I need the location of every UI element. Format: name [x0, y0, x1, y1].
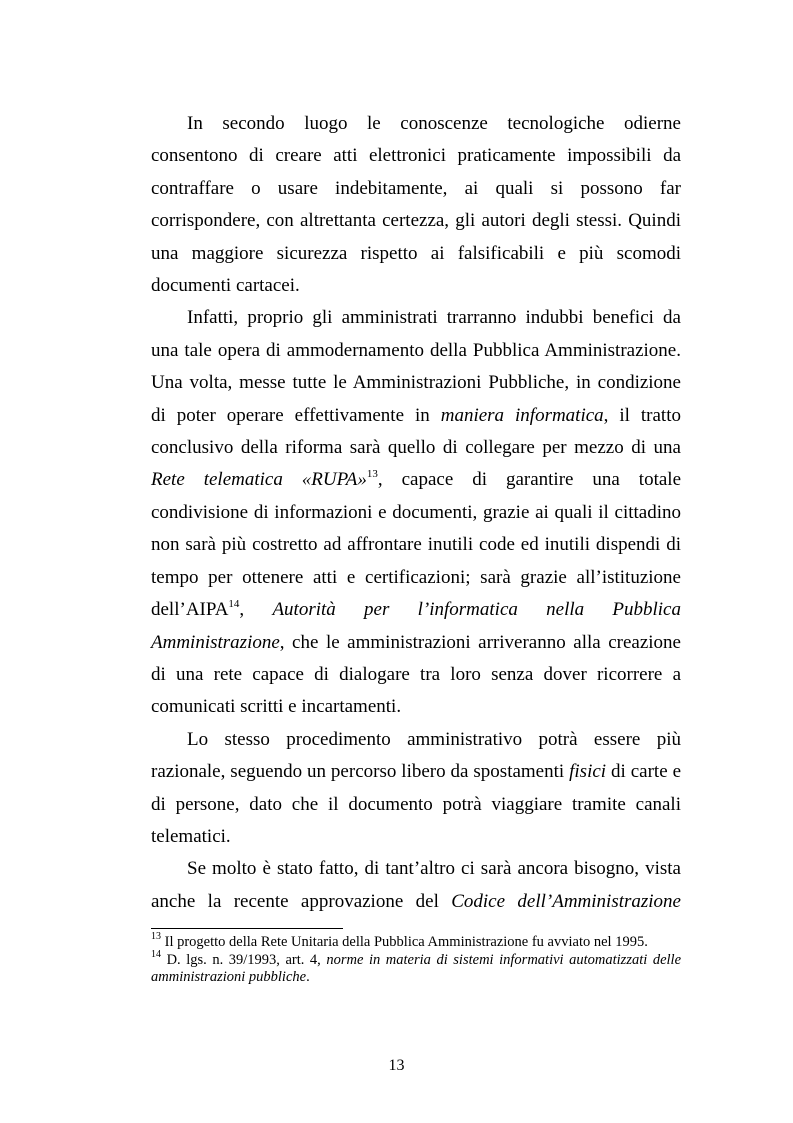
paragraph-4-italic-1: Codice dell’Amministrazione — [451, 890, 681, 912]
paragraph-3 — [151, 724, 681, 854]
footnotes — [151, 931, 682, 987]
paragraph-3-italic-1: fisici — [569, 761, 607, 783]
paragraph-2-text-4: , — [239, 599, 273, 621]
paragraph-2-text-2: , il tratto conclusivo della riforma sarà quello di collegare per mezzo di una — [151, 404, 681, 459]
footnote-ref-14[interactable]: 14 — [228, 597, 240, 610]
footnote-italic: norme in materia di sistemi informativi automatizzati delle amministrazioni pubbliche — [151, 951, 682, 985]
footnote-text: Il progetto della Rete Unitaria della Pubblica Amministrazione fu avviato nel 1995. — [164, 934, 648, 950]
footnote-end: . — [306, 969, 310, 985]
paragraph-2-text-5: , che le amministrazioni arriveranno alla creazione di una rete capace di dialogare tra loro senza dover ricorrere a comunicati scritti e incartamenti. — [151, 631, 681, 718]
footnote-ref-13[interactable]: 13 — [366, 468, 378, 481]
paragraph-2-italic-3: Autorità per l’informatica nella Pubblica Amministrazione — [151, 599, 681, 653]
body-text — [151, 108, 681, 918]
footnote-13 — [151, 931, 681, 952]
paragraph-2 — [151, 302, 681, 723]
footnote-separator — [151, 928, 343, 929]
paragraph-1: In secondo luogo le conoscenze tecnologiche odierne consentono di creare atti elettronici praticamente impossibili da contraffare o usare indebitamente, ai quali si possono far corrispondere, con altrettanta certezza, gli autori degli stessi. Quindi una maggiore sicurezza rispetto ai falsificabili e più scomodi documenti cartacei. — [151, 113, 681, 297]
paragraph-2-italic-1: maniera informatica — [440, 404, 604, 426]
footnote-number: 13 — [151, 931, 161, 943]
paragraph-3-text-2: di carte e di persone, dato che il documento potrà viaggiare tramite canali telematici. — [151, 761, 682, 847]
paragraph-4 — [151, 853, 681, 918]
footnote-number: 14 — [151, 948, 161, 960]
footnote-text: D. lgs. n. 39/1993, art. 4, — [166, 951, 327, 968]
paragraph-3-text-1: Lo stesso procedimento amministrativo potrà essere più razionale, seguendo un percorso libero da spostamenti — [151, 728, 681, 783]
paragraph-4-text-1: Se molto è stato fatto, di tant’altro ci sarà ancora bisogno, vista anche la recente approvazione del — [151, 858, 681, 912]
paragraph-2-text-3: , capace di garantire una totale condivisione di informazioni e documenti, grazie ai quali il cittadino non sarà più costretto ad affrontare inutili code ed inutili dispendi di tempo per ottenere atti e certificazioni; sarà grazie all’istituzione dell’AIPA — [151, 469, 681, 621]
footnote-14 — [151, 948, 682, 987]
paragraph-2-text-1: Infatti, proprio gli amministrati trarranno indubbi benefici da una tale opera di ammodernamento della Pubblica Amministrazione. Una volta, messe tutte le Amministrazioni Pubbliche, in condizione di poter operare effettivamente in — [151, 307, 681, 426]
page-number: 13 — [388, 1057, 405, 1074]
paragraph-2-italic-2: Rete telematica «RUPA» — [151, 469, 367, 491]
